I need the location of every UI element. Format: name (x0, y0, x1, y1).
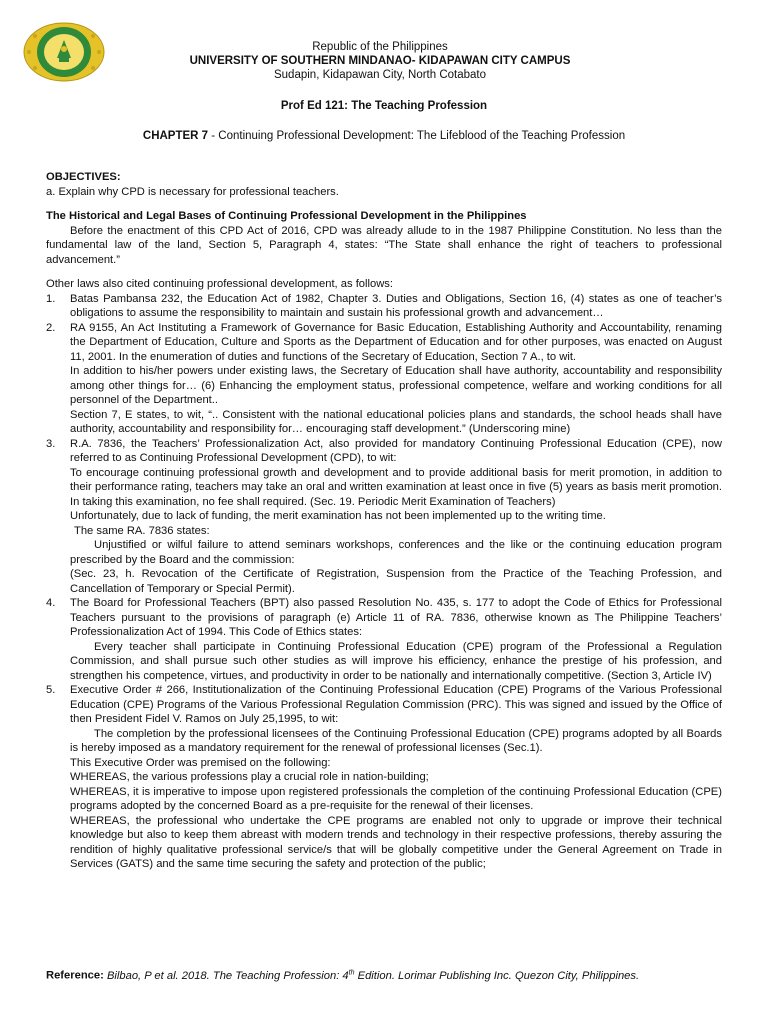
list-item (46, 596, 722, 683)
list-item (46, 437, 722, 597)
objectives-heading: OBJECTIVES: (46, 171, 121, 183)
reference-line (46, 969, 736, 982)
item-quote: The same RA. 7836 states: (74, 524, 210, 537)
item-text: R.A. 7836, the Teachers’ Professionalization Act, also provided for mandatory Continuing Professional Education (CPE), now referred to as Continuing Professional Development (CPD), to wit: (70, 437, 722, 464)
item-quote: WHEREAS, the various professions play a crucial role in nation-building; (70, 771, 429, 783)
item-quote: To encourage continuing professional growth and development and to provide additional basis for merit promotion, in addition to their performance rating, teachers may take an oral and written examination at least once in five (5) years as basis merit promotion. In taking this examination, no fee shall required. (Sec. 19. Periodic Merit Examination of Teachers) (70, 466, 722, 508)
item-quote: Every teacher shall participate in Continuing Professional Education (CPE) program of the Professional a Regulation Commission, and shall pursue such other studies as will improve his efficiency, enhance the prestige of his profession, and strengthen his competence, virtues, and productivity in order to be nationally and internationally competitive. (Section 3, Article IV) (70, 640, 722, 682)
item-quote: (Sec. 23, h. Revocation of the Certificate of Registration, Suspension from the Practice of the Teaching Profession, and Cancellation of Temporary or Special Permit). (70, 568, 722, 595)
list-item (46, 683, 722, 872)
item-quote: Unjustified or wilful failure to attend seminars workshops, conferences and the like or the continuing education program prescribed by the Board and the commission: (70, 539, 722, 566)
chapter-name: - Continuing Professional Development: The Lifeblood of the Teaching Profession (208, 130, 626, 142)
item-number: 3. (46, 437, 56, 450)
item-quote: This Executive Order was premised on the following: (70, 756, 331, 769)
section-heading: The Historical and Legal Bases of Continuing Professional Development in the Philippines (46, 210, 527, 222)
chapter-title (0, 130, 768, 142)
chapter-label: CHAPTER 7 (142, 130, 209, 142)
other-laws-line: Other laws also cited continuing professional development, as follows: (46, 278, 393, 290)
republic-line: Republic of the Philippines (312, 41, 448, 53)
item-quote: Unfortunately, due to lack of funding, the merit examination has not been implemented up to the writing time. (70, 510, 606, 522)
item-text: Executive Order # 266, Institutionalization of the Continuing Professional Education (CPE) Programs of the Various Professional Education (CPE) Programs of the Various Professional Regulation Commission (PRC). This was signed and issued by the Office of then President Fidel V. Ramos on July 25,1995, to wit: (70, 684, 722, 725)
item-number: 2. (46, 321, 56, 334)
objective-item: a. Explain why CPD is necessary for professional teachers. (46, 185, 339, 198)
university-name: UNIVERSITY OF SOUTHERN MINDANAO- KIDAPAWAN CITY CAMPUS (189, 55, 571, 67)
item-quote: The completion by the professional licensees of the Continuing Professional Education (CPE) programs adopted by all Boards is hereby imposed as a mandatory requirement for the renewal of professional licenses (Sec.1). (70, 727, 722, 754)
list-item (46, 321, 722, 437)
document-header (180, 40, 580, 82)
document-body (46, 170, 722, 872)
laws-list (46, 292, 722, 872)
item-number: 5. (46, 684, 56, 696)
list-item (46, 292, 722, 321)
item-text: Batas Pambansa 232, the Education Act of 1982, Chapter 3. Duties and Obligations, Section 16, (4) states as one of teacher’s obligations to assume the responsibility to maintain and sustain his professional growth and advancement… (70, 292, 722, 319)
campus-address: Sudapin, Kidapawan City, North Cotabato (273, 69, 487, 81)
intro-paragraph: Before the enactment of this CPD Act of 2016, CPD was already allude to in the 1987 Philippine Constitution. No less than the fundamental law of the land, Section 5, Paragraph 4, states: “The State shall enhance the right of teachers to professional advancement.” (46, 224, 722, 266)
course-title: Prof Ed 121: The Teaching Profession (280, 100, 488, 112)
item-quote: WHEREAS, the professional who undertake the CPE programs are enabled not only to upgrade or improve their technical knowledge but also to keep them abreast with modern trends and technology in their respective professions, thereby assuring the rendition of highly qualitative professional service/s that will be globally competitive under the General Agreement on Trade in Services (GATS) and the same time securing the safety and protection of the public; (70, 814, 722, 870)
reference-label: Reference: (46, 969, 104, 982)
item-number: 1. (46, 292, 56, 305)
item-text: The Board for Professional Teachers (BPT) also passed Resolution No. 435, s. 177 to adopt the Code of Ethics for Professional Teachers pursuant to the provisions of paragraph (e) Article 11 of RA. 7836, otherwise known as The Philippine Teachers’ Professionalization Act of 1994. This Code of Ethics states: (70, 597, 722, 638)
item-number: 4. (46, 597, 56, 609)
reference-text: Bilbao, P et al. 2018. The Teaching Profession: 4th Edition. Lorimar Publishing Inc. Quezon City, Philippines. (106, 969, 640, 982)
university-seal-logo (23, 22, 105, 82)
item-quote: In addition to his/her powers under existing laws, the Secretary of Education shall have authority, accountability and responsibility among other things for… (6) Enhancing the employment status, professional competence, welfare and working conditions for all personnel of the Department.. (70, 365, 722, 406)
item-quote: Section 7, E states, to wit, “.. Consistent with the national educational policies plans and standards, the school heads shall have authority, accountability and responsibility for… encouraging staff development.” (Underscoring mine) (70, 408, 722, 435)
item-text: RA 9155, An Act Instituting a Framework of Governance for Basic Education, Establishing Authority and Accountability, renaming the Department of Education, Culture and Sports as the Department of Education and for other purposes, was enacted on August 11, 2001. In the enumeration of duties and functions of the Secretary of Education, Section 7 A., to wit. (70, 321, 722, 363)
item-quote: WHEREAS, it is imperative to impose upon registered professionals the completion of the continuing Professional Education (CPE) programs adopted by the concerned Board as a pre-requisite for the renewal of their licenses. (70, 785, 722, 812)
